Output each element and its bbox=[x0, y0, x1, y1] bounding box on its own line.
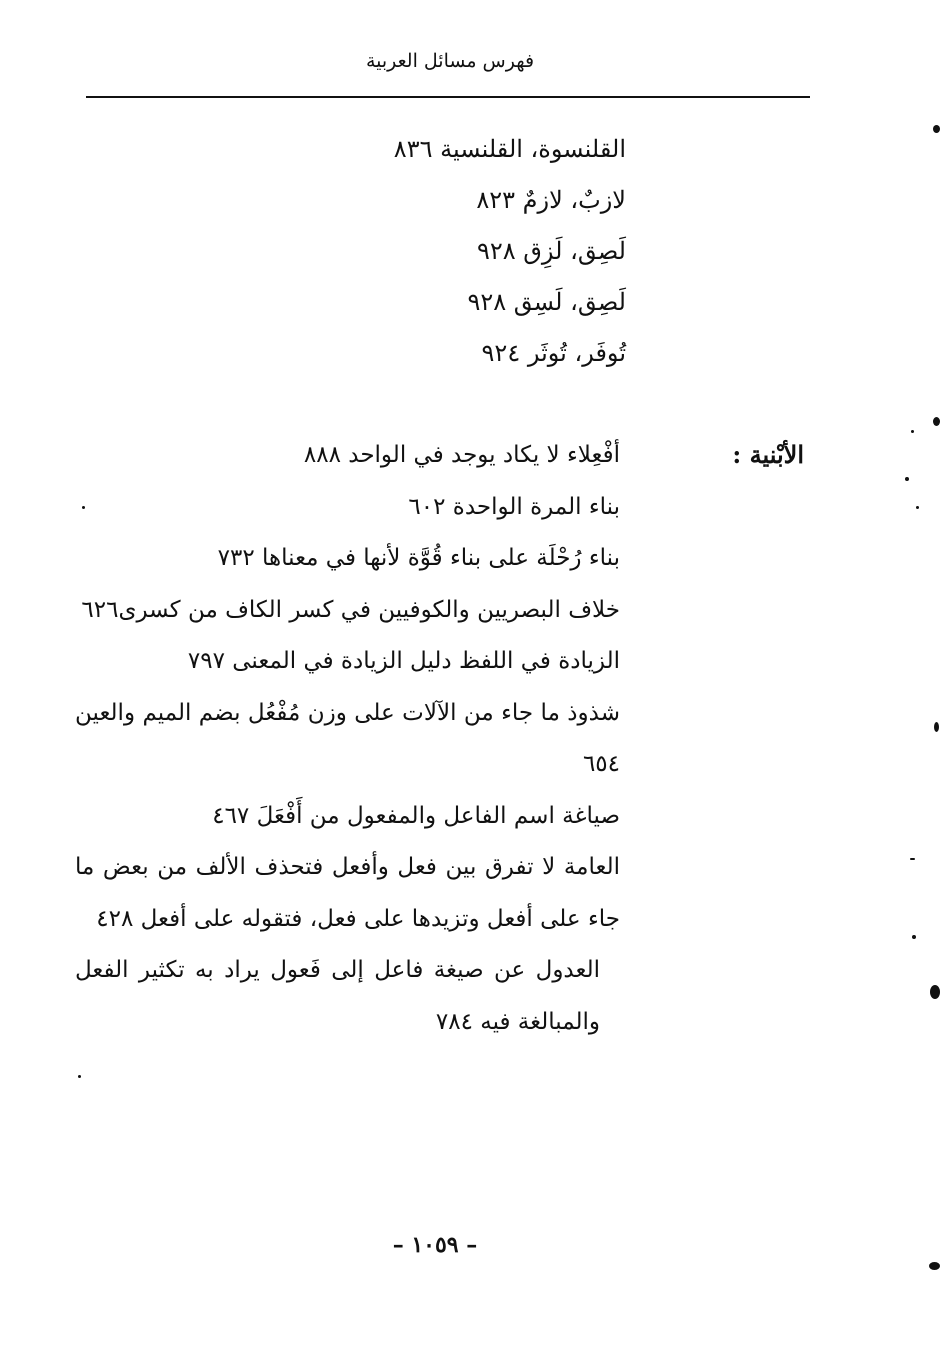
scan-speck bbox=[82, 506, 85, 509]
index-entry: أفْعِلاء لا يكاد يوجد في الواحد ٨٨٨ bbox=[303, 442, 620, 468]
index-entry: خلاف البصريين والكوفيين في كسر الكاف من كسرى٦٢٦ bbox=[81, 596, 620, 623]
index-entry: شذوذ ما جاء من الآلات على وزن مُفْعُل بضم الميم والعين ٦٥٤ bbox=[75, 699, 620, 777]
index-entry: القلنسوة، القلنسية ٨٣٦ bbox=[393, 135, 626, 163]
scan-speck bbox=[905, 477, 909, 481]
section-heading: الأبْنية : bbox=[732, 440, 804, 469]
scan-speck bbox=[912, 935, 916, 939]
word-pairs-list bbox=[394, 124, 626, 379]
scan-speck bbox=[933, 417, 940, 426]
page-number: – ١٠٥٩ – bbox=[392, 1232, 478, 1258]
index-entry: تُوفَر، تُوثَر ٩٢٤ bbox=[481, 339, 626, 367]
section-entries-list bbox=[75, 430, 620, 1048]
scan-speck bbox=[911, 430, 914, 433]
index-entry: لَصِق، لَزِق ٩٢٨ bbox=[477, 237, 626, 265]
index-entry: العامة لا تفرق بين فعل وأفعل فتحذف الألف من بعض ما جاء على أفعل وتزيدها على فعل، فتقوله على أفعل ٤٢٨ bbox=[75, 854, 620, 932]
scan-speck bbox=[78, 1075, 81, 1078]
index-entry: لَصِق، لَسِق ٩٢٨ bbox=[467, 288, 626, 316]
scan-speck bbox=[930, 985, 940, 999]
index-entry: بناء رُحْلَة على بناء قُوَّة لأنها في معناها ٧٣٢ bbox=[217, 545, 620, 571]
running-header: فهرس مسائل العربية bbox=[365, 50, 535, 72]
scan-speck bbox=[933, 125, 940, 133]
index-entry: صياغة اسم الفاعل والمفعول من أَفْعَلَ ٤٦٧ bbox=[212, 802, 620, 829]
scan-speck bbox=[916, 506, 919, 509]
scan-speck bbox=[910, 858, 915, 860]
header-rule bbox=[86, 96, 810, 98]
index-entry: لازبٌ، لازمٌ ٨٢٣ bbox=[476, 186, 626, 214]
scan-speck bbox=[934, 722, 939, 732]
index-entry: بناء المرة الواحدة ٦٠٢ bbox=[408, 493, 620, 520]
index-entry: الزيادة في اللفظ دليل الزيادة في المعنى ٧٩٧ bbox=[187, 648, 620, 674]
index-entry: العدول عن صيغة فاعل إلى فَعول يراد به تكثير الفعل والمبالغة فيه ٧٨٤ bbox=[75, 957, 600, 1035]
scan-speck bbox=[929, 1262, 940, 1270]
